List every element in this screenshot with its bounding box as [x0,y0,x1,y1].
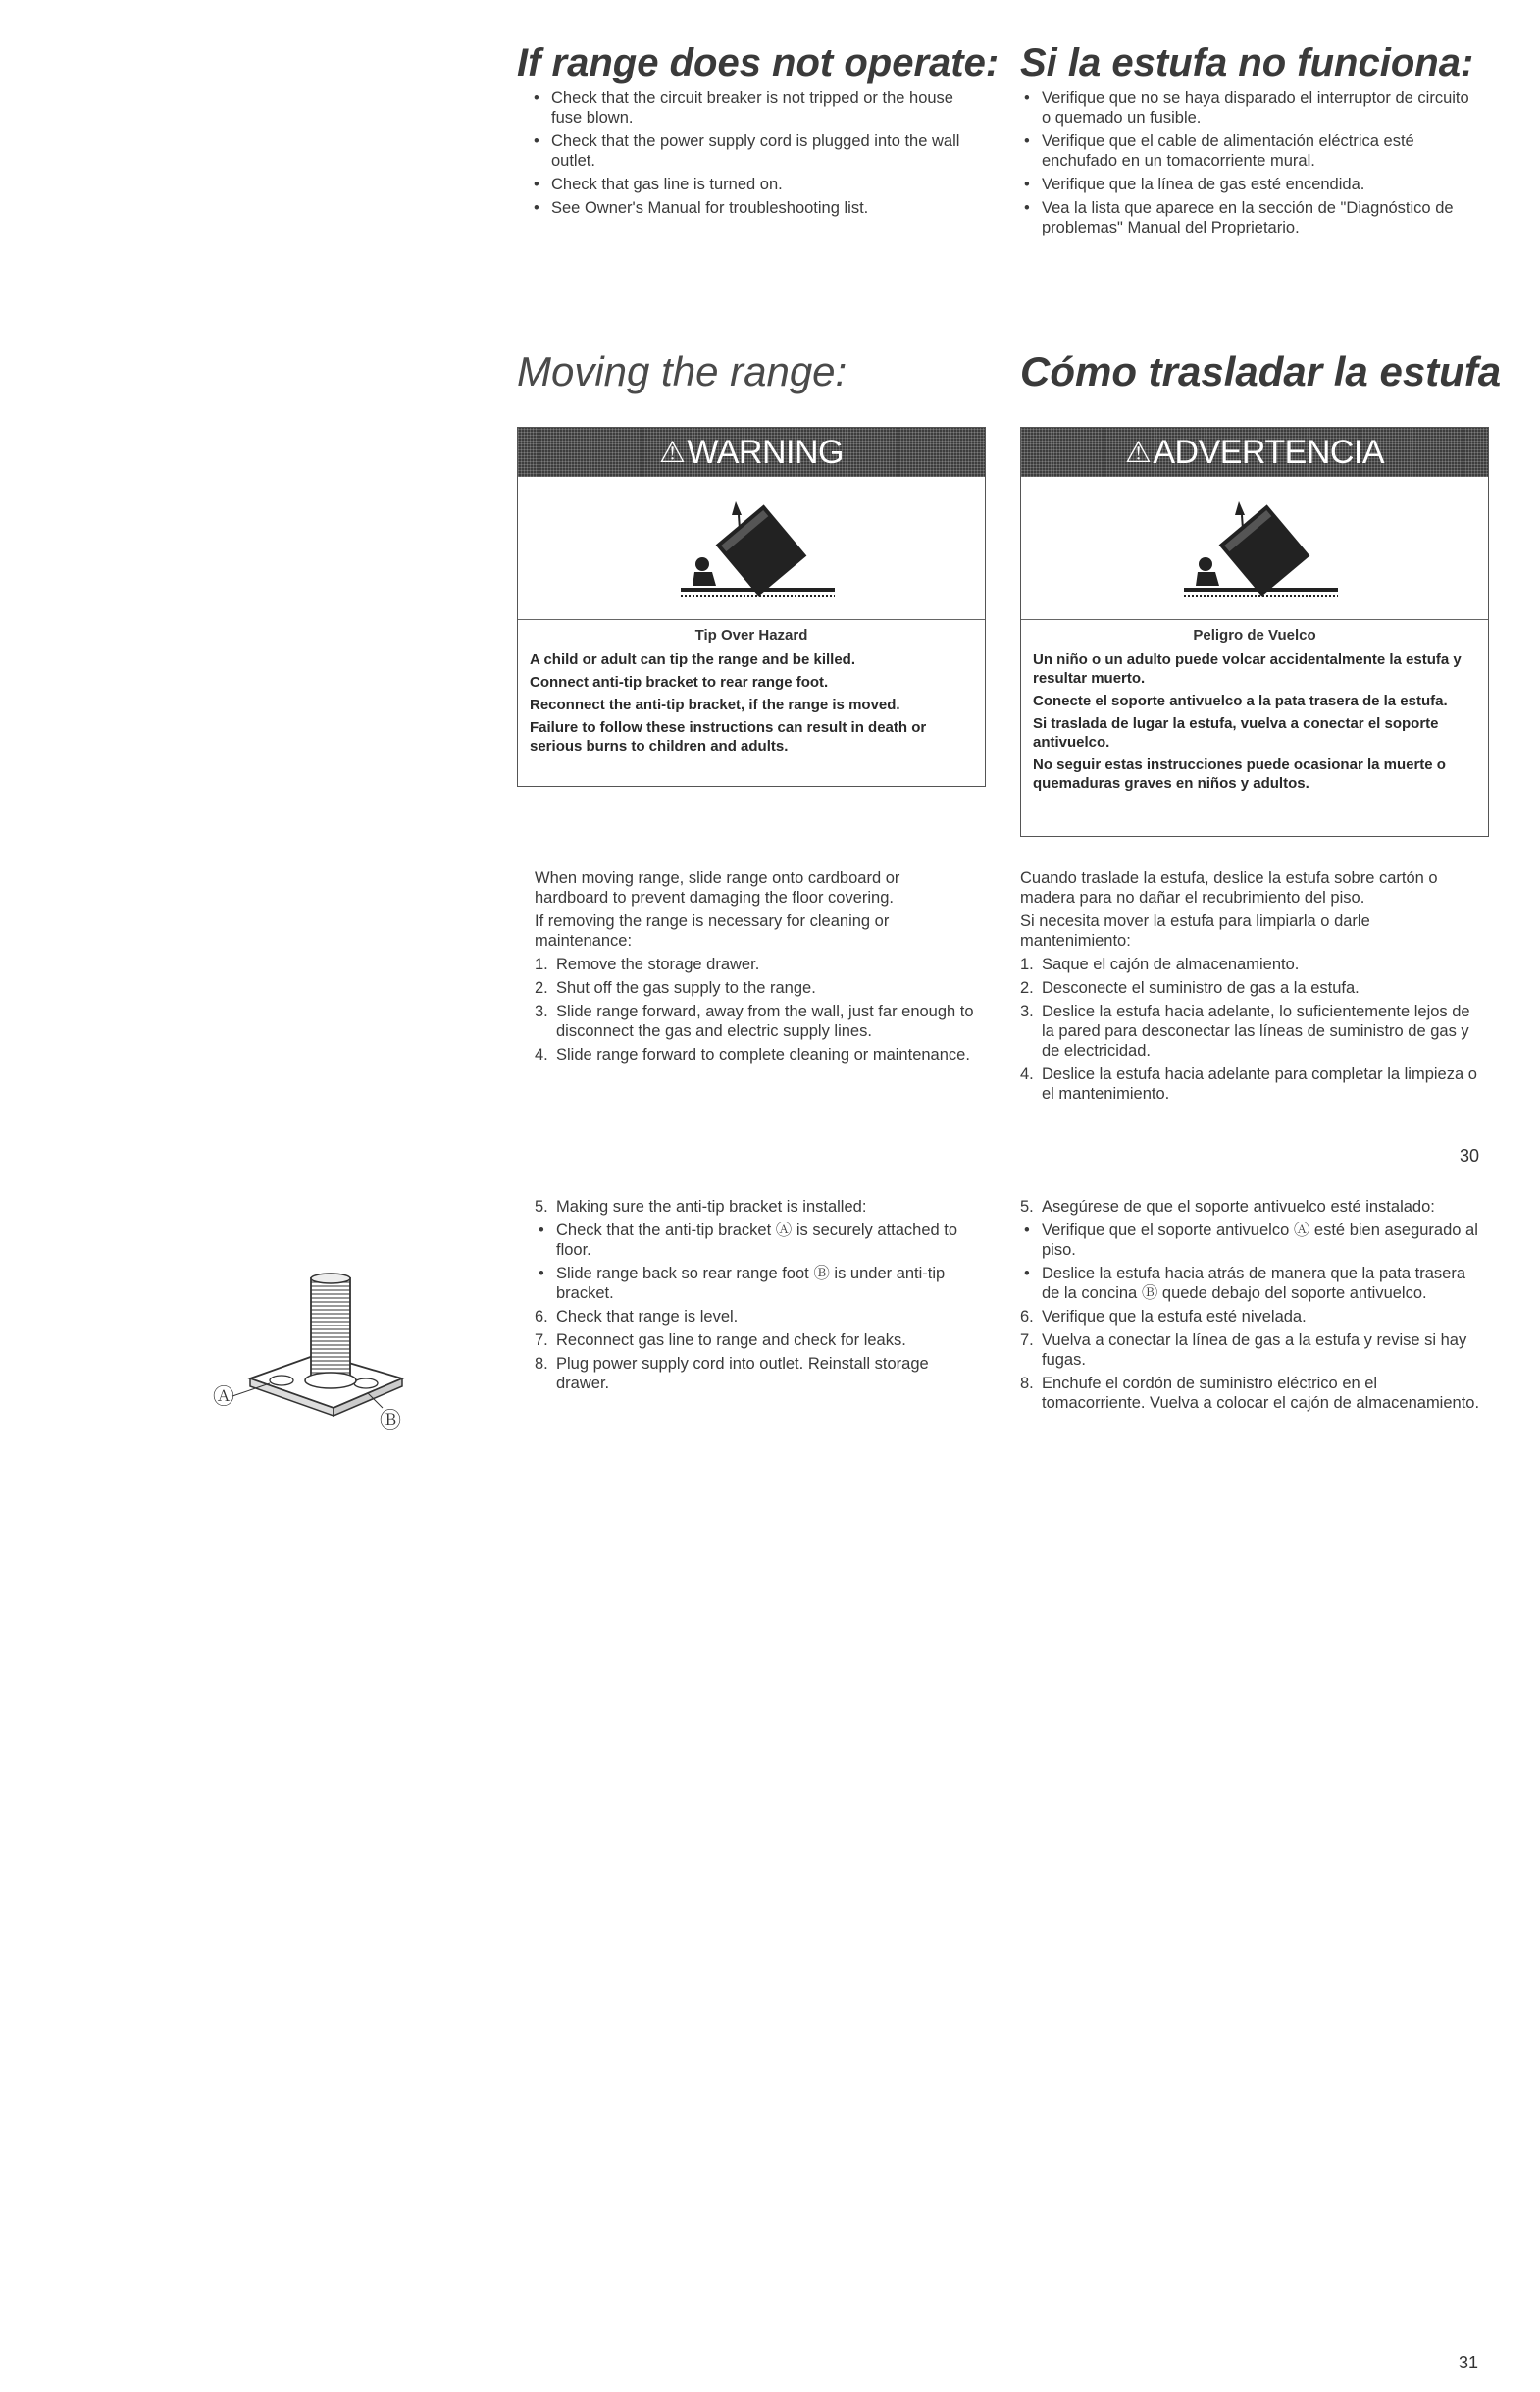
heading-estufa-no-funciona: Si la estufa no funciona: [1020,41,1474,84]
label-a: Ⓐ [213,1385,235,1410]
steps-list [535,955,976,1065]
list-item: 2. Desconecte el suministro de gas a la estufa. [1020,979,1360,997]
warning-triangle-icon: ⚠ [659,436,686,469]
warning-header [518,428,985,477]
list-item: • Slide range back so rear range foot Ⓑ is under anti-tip bracket. [535,1264,976,1303]
list-item: • Check that the circuit breaker is not tripped or the house fuse blown. [530,88,981,128]
list-item: 5. Making sure the anti-tip bracket is installed: [535,1198,867,1216]
list-item: • Verifique que el cable de alimentación eléctrica esté enchufado en un tomacorriente mural. [1020,131,1481,171]
sub-list [1020,1221,1481,1303]
bracket-instructions-es [1020,1197,1481,1417]
list-item: • See Owner's Manual for troubleshooting list. [530,198,981,218]
steps-list [1020,1197,1481,1217]
warning-line: Reconnect the anti-tip bracket, if the range is moved. [530,697,900,713]
list-item: • Deslice la estufa hacia atrás de manera que la pata trasera de la concina Ⓑ quede debajo del soporte antivuelco. [1020,1264,1481,1303]
heading-como-trasladar: Cómo trasladar la estufa [1020,348,1502,394]
warning-line: Failure to follow these instructions can result in death or serious burns to children and adults. [530,719,927,754]
warning-triangle-icon: ⚠ [1124,436,1152,469]
tip-over-range-icon [1156,490,1353,607]
list-item: 1. Saque el cajón de almacenamiento. [1020,956,1300,973]
list-item: 3. Deslice la estufa hacia adelante, lo suficientemente lejos de la pared para desconectar las líneas de suministro de gas y de electricidad. [1020,1003,1470,1060]
steps-list [535,1307,976,1393]
page-number: 30 [1460,1146,1480,1166]
operate-list-en [530,88,981,222]
moving-paragraph: If removing the range is necessary for cleaning or maintenance: [535,912,890,950]
moving-paragraph: Si necesita mover la estufa para limpiarla o darle mantenimiento: [1020,912,1370,950]
moving-instructions-es [1020,868,1481,1108]
hazard-title: Peligro de Vuelco [1193,627,1316,644]
label-b: Ⓑ [380,1409,402,1433]
list-item: 6. Check that range is level. [535,1308,739,1326]
warning-title: WARNING [687,433,844,471]
list-item: • Check that the power supply cord is plugged into the wall outlet. [530,131,981,171]
list-item: • Check that gas line is turned on. [530,175,981,194]
steps-list [1020,1307,1481,1413]
list-item: • Vea la lista que aparece en la sección de "Diagnóstico de problemas" Manual del Proprietario. [1020,198,1481,237]
list-item: 3. Slide range forward, away from the wall, just far enough to disconnect the gas and electric supply lines. [535,1003,974,1040]
heading-moving-range: Moving the range: [517,348,847,394]
tip-over-range-icon [653,490,849,607]
tip-over-pictogram [518,477,985,620]
moving-paragraph: Cuando traslade la estufa, deslice la estufa sobre cartón o madera para no dañar el recubrimiento del piso. [1020,869,1438,907]
warning-text-es [1021,620,1488,805]
warning-line: Conecte el soporte antivuelco a la pata trasera de la estufa. [1033,693,1448,709]
list-item: 6. Verifique que la estufa esté nivelada. [1020,1308,1307,1326]
warning-box-es [1020,427,1489,837]
page-number: 31 [1459,2353,1479,2372]
steps-list [535,1197,976,1217]
list-item: 2. Shut off the gas supply to the range. [535,979,816,997]
warning-title: ADVERTENCIA [1153,433,1385,471]
warning-line: A child or adult can tip the range and be killed. [530,651,855,668]
warning-line: No seguir estas instrucciones puede ocasionar la muerte o quemaduras graves en niños y adultos. [1033,756,1446,792]
heading-range-not-operate: If range does not operate: [517,41,1000,84]
list-item: • Check that the anti-tip bracket Ⓐ is securely attached to floor. [535,1221,976,1260]
list-item: 8. Enchufe el cordón de suministro eléctrico en el tomacorriente. Vuelva a colocar el cajón de almacenamiento. [1020,1375,1480,1412]
list-item: 7. Reconnect gas line to range and check for leaks. [535,1331,906,1349]
list-item: 4. Deslice la estufa hacia adelante para completar la limpieza o el mantenimiento. [1020,1066,1477,1103]
list-item: 1. Remove the storage drawer. [535,956,760,973]
steps-list [1020,955,1481,1104]
bracket-instructions-en [535,1197,976,1397]
warning-line: Un niño o un adulto puede volcar accidentalmente la estufa y resultar muerto. [1033,651,1462,687]
hazard-title: Tip Over Hazard [694,627,808,644]
list-item: • Verifique que no se haya disparado el interruptor de circuito o quemado un fusible. [1020,88,1481,128]
list-item: 5. Asegúrese de que el soporte antivuelco esté instalado: [1020,1198,1435,1216]
list-item: • Verifique que la línea de gas esté encendida. [1020,175,1481,194]
sub-list [535,1221,976,1303]
moving-paragraph: When moving range, slide range onto cardboard or hardboard to prevent damaging the floor covering. [535,869,900,907]
warning-header [1021,428,1488,477]
warning-box-en [517,427,986,787]
operate-list-es [1020,88,1481,241]
anti-tip-bracket-figure [211,1261,417,1442]
list-item: 7. Vuelva a conectar la línea de gas a la estufa y revise si hay fugas. [1020,1331,1467,1369]
warning-text-en [518,620,985,767]
list-item: 8. Plug power supply cord into outlet. Reinstall storage drawer. [535,1355,929,1392]
warning-line: Si traslada de lugar la estufa, vuelva a conectar el soporte antivuelco. [1033,715,1439,751]
list-item: • Verifique que el soporte antivuelco Ⓐ esté bien asegurado al piso. [1020,1221,1481,1260]
warning-line: Connect anti-tip bracket to rear range foot. [530,674,829,691]
moving-instructions-en [535,868,976,1068]
tip-over-pictogram [1021,477,1488,620]
list-item: 4. Slide range forward to complete cleaning or maintenance. [535,1046,970,1064]
anti-tip-bracket-illustration [211,1261,417,1442]
